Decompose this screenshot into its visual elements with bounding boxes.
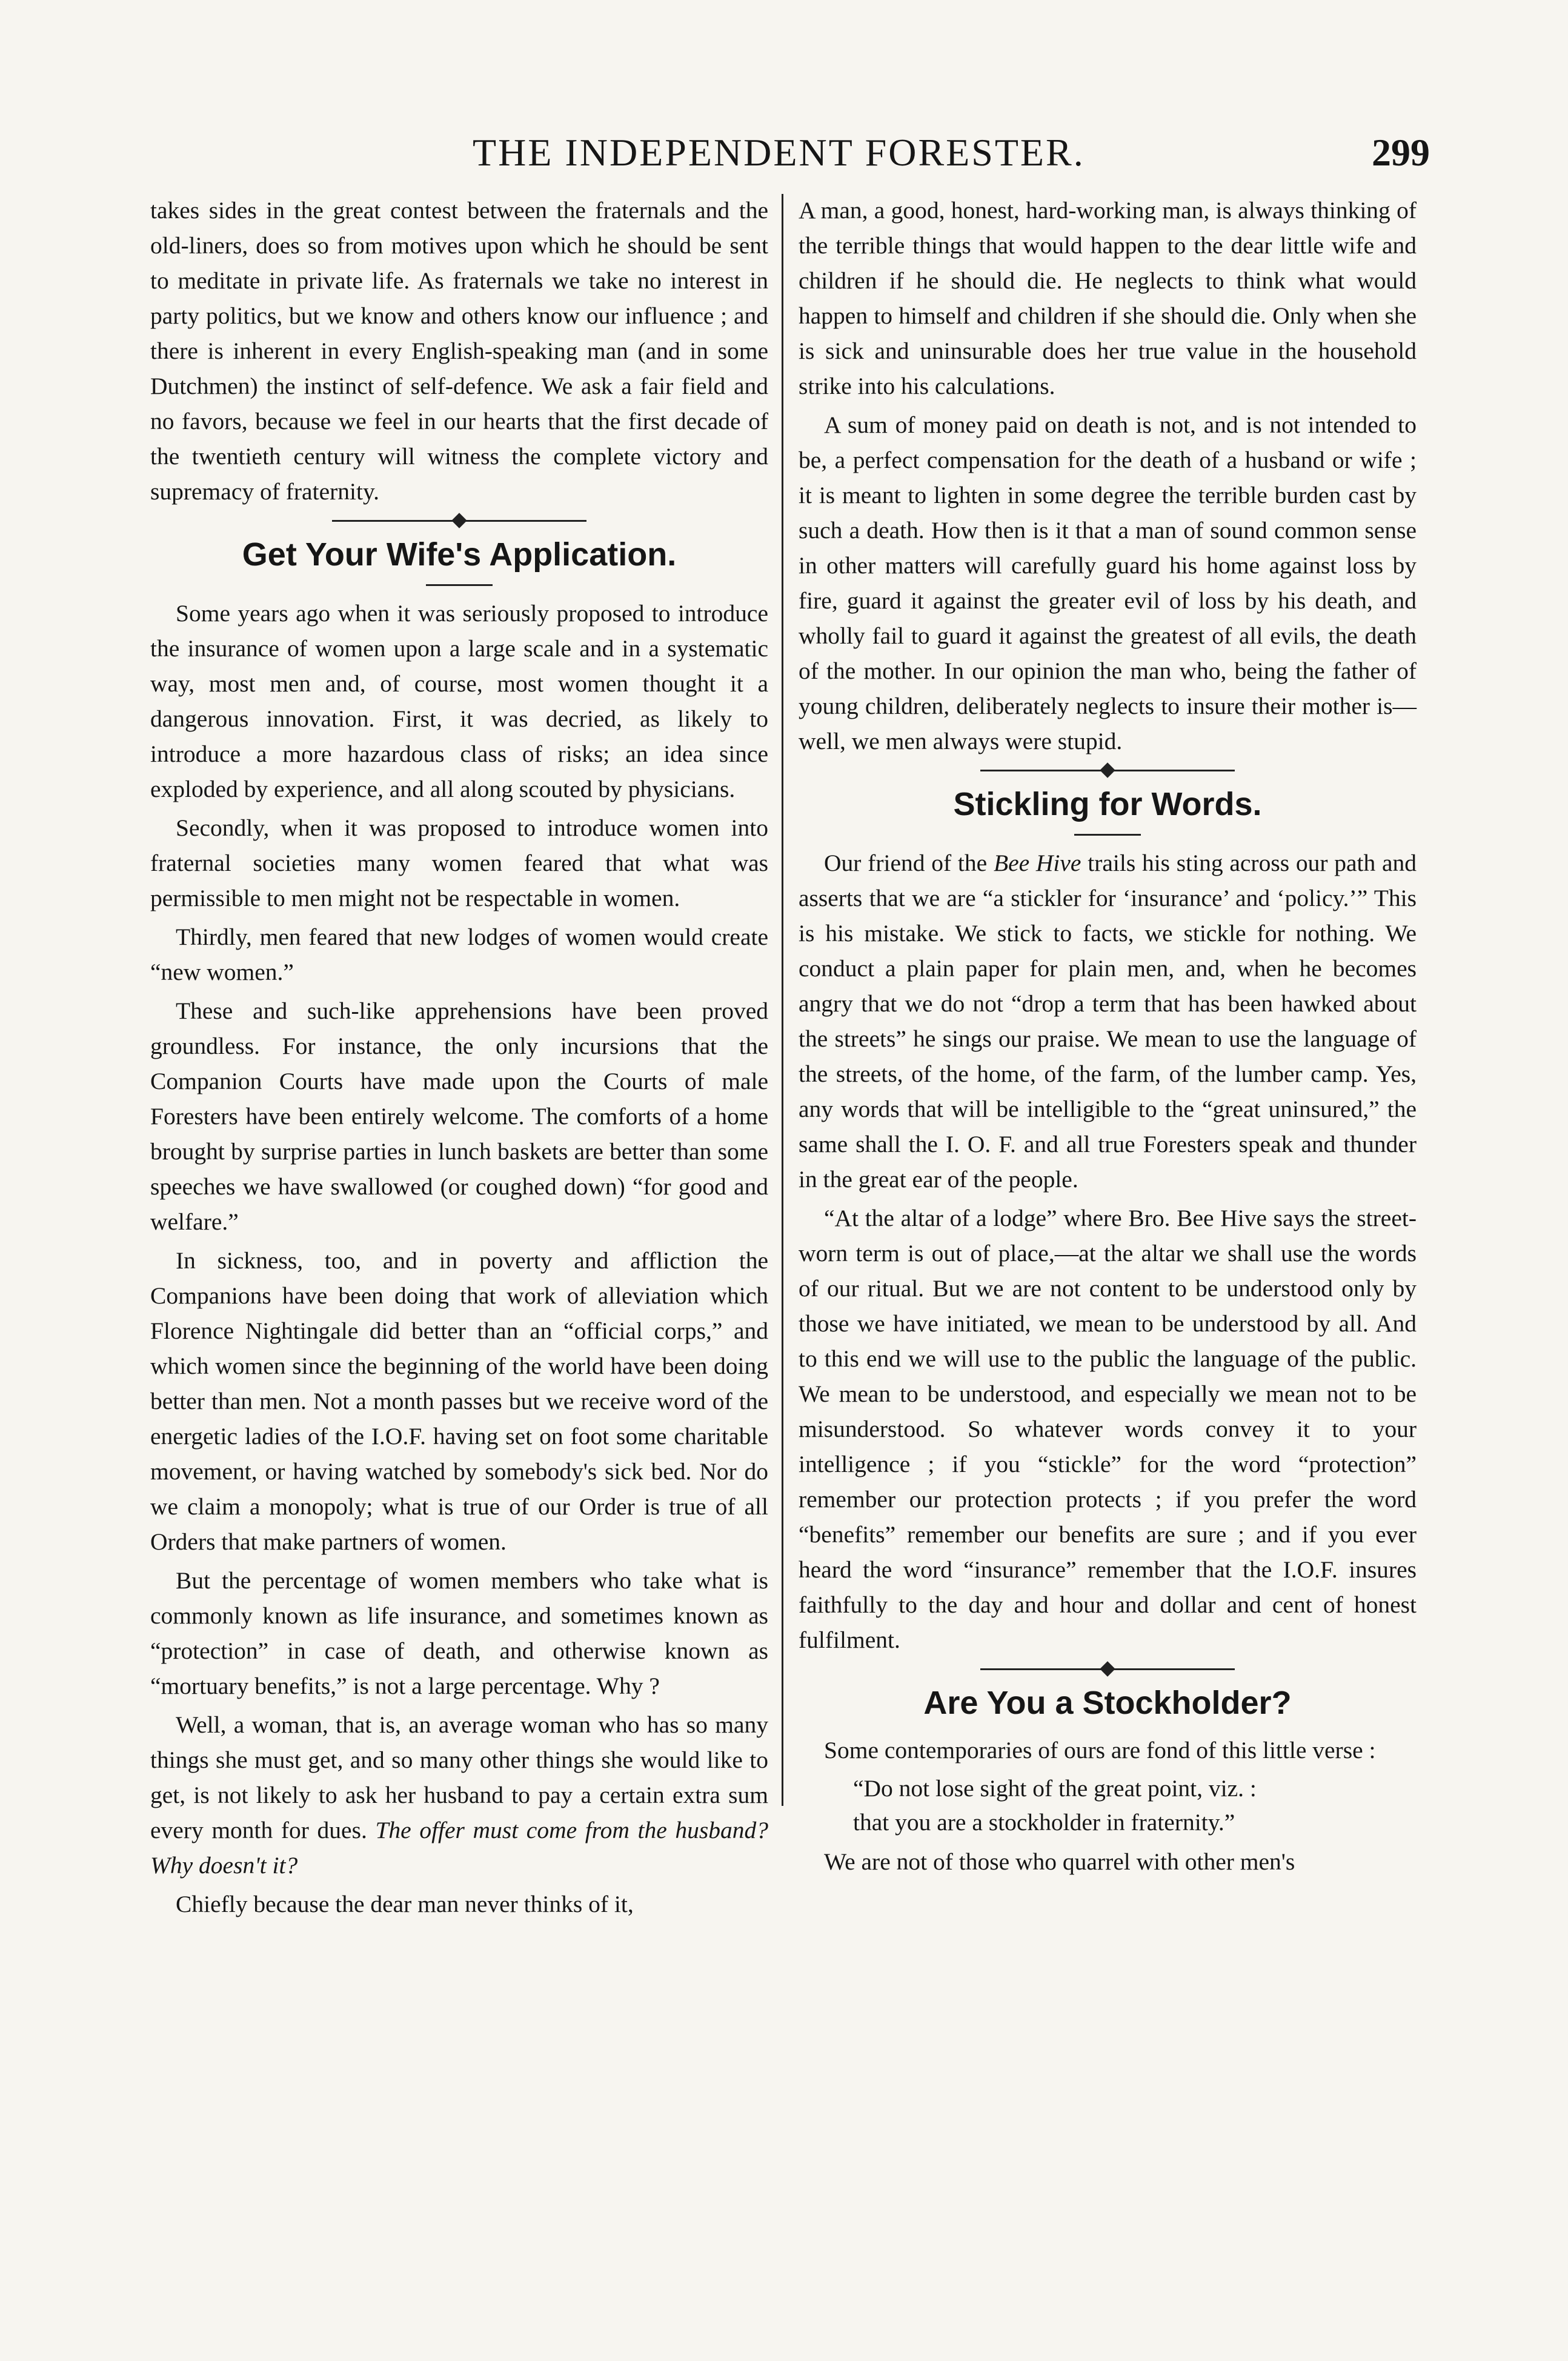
intro-paragraph: takes sides in the great contest between the fraternals and the old-liners, does so from motives upon which he should be sent to meditate in private life. As fraternals we take no interest in party politics, but we know and others know our influence ; and there is inherent in every English-speaking man (and in some Dutchmen) the instinct of self-defence. We ask a fair field and no favors, because we feel in our hearts that the first decade of the twentieth century will witness the complete victory and supremacy of fraternity.: [150, 197, 768, 505]
journal-title: THE INDEPENDENT FORESTER.: [473, 131, 1085, 174]
paragraph: Some contemporaries of ours are fond of this little verse :: [824, 1737, 1376, 1763]
paragraph: We are not of those who quarrel with other men's: [824, 1848, 1295, 1875]
paragraph-text: trails his sting across our path and asserts that we are “a stickler for ‘insurance’ and ‘policy.’” This is his mistake. We stick to facts, we stickle for nothing. We conduct a plain paper for plain men, and, when he becomes angry that we do not “drop a term that has been hawked about the streets” he sings our praise. We mean to use the language of the streets, of the home, of the farm, of the lumber camp. Yes, any words that will be intelligible to the “great uninsured,” the same shall the I. O. F. and all true Foresters speak and thunder in the great ear of the people.: [799, 850, 1417, 1193]
paragraph: Chiefly because the dear man never thinks of it,: [176, 1891, 634, 1917]
continued-paragraph: A man, a good, honest, hard-working man, is always thinking of the terrible things that would happen to the dear little wife and children if he should die. He neglects to think what would happen to himself and children if she should die. Only when she is sick and uninsurable does her true value in the household strike into his calculations.: [799, 197, 1417, 399]
article-title-stickling: Stickling for Words.: [953, 786, 1262, 822]
italic-text: Bee Hive: [993, 850, 1081, 876]
title-underline: [426, 584, 493, 586]
paragraph-italic-ending: [150, 1707, 768, 1883]
paragraph: [799, 845, 1417, 1197]
italic-text: The offer must come from the husband? Why doesn't it?: [150, 1817, 768, 1879]
paragraph: But the percentage of women members who take what is commonly known as life insurance, and sometimes known as “protection” in case of death, and otherwise known as “mortuary benefits,” is not a large percentage. Why ?: [150, 1567, 768, 1699]
article-title-wife-application: Get Your Wife's Application.: [242, 536, 677, 573]
paragraph: These and such-like apprehensions have been proved groundless. For instance, the only incursions that the Companion Courts have made upon the Courts of male Foresters have been entirely welcome. The comforts of a home brought by surprise parties in lunch baskets are better than some speeches we have swallowed (or coughed down) “for good and welfare.”: [150, 997, 768, 1235]
paragraph: Thirdly, men feared that new lodges of women would create “new women.”: [150, 924, 768, 985]
title-underline: [1074, 834, 1141, 836]
right-column: [799, 193, 1417, 1883]
verse-line: that you are a stockholder in fraternity.”: [853, 1809, 1235, 1836]
paragraph: Some years ago when it was seriously proposed to introduce the insurance of women upon a large scale and in a systematic way, most men and, of course, most women thought it a dangerous innovation. First, it was decried, as likely to introduce a more hazardous class of risks; an idea since exploded by experience, and all along scouted by physicians.: [150, 600, 768, 802]
paragraph: “At the altar of a lodge” where Bro. Bee Hive says the street-worn term is out of place,—at the altar we shall use the words of our ritual. But we are not content to be understood only by those we have initiated, we mean to be understood by all. And to this end we will use to the public the language of the public. We mean to be understood, and especially we mean not to be misunderstood. So whatever words convey it to your intelligence ; if you “stickle” for the word “protection” remember our protection protects ; if you prefer the word “benefits” remember our benefits are sure ; and if you ever heard the word “insurance” remember that the I.O.F. insures faithfully to the day and hour and dollar and cent of honest fulfilment.: [799, 1205, 1417, 1653]
left-column: [150, 193, 768, 1925]
section-divider: [799, 1661, 1417, 1677]
section-divider: [150, 513, 768, 528]
running-head: [460, 130, 1430, 185]
verse-quote: [799, 1771, 1417, 1839]
paragraph: In sickness, too, and in poverty and affliction the Companions have been doing that work of alleviation which Florence Nightingale did better than an “official corps,” and which women since the beginning of the world have been doing better than men. Not a month passes but we receive word of the energetic ladies of the I.O.F. having set on foot some charitable movement, or having watched by somebody's sick bed. Nor do we claim a monopoly; what is true of our Order is true of all Orders that make partners of women.: [150, 1247, 768, 1555]
section-divider: [799, 762, 1417, 778]
paragraph-text: Well, a woman, that is, an average woman who has so many things she must get, and so many other things she would like to get, is not likely to ask her husband to pay a certain extra sum every month for dues.: [150, 1711, 768, 1843]
column-divider: [782, 194, 783, 1806]
paragraph: A sum of money paid on death is not, and is not intended to be, a perfect compensation for the death of a husband or wife ; it is meant to lighten in some degree the terrible burden cast by such a death. How then is it that a man of sound common sense in other matters will carefully guard his home against loss by fire, guard it against the greater evil of loss by his death, and wholly fail to guard it against the greatest of all evils, the death of the mother. In our opinion the man who, being the father of young children, deliberately neglects to insure their mother is—well, we men always were stupid.: [799, 411, 1417, 754]
paragraph-text: Our friend of the: [824, 850, 988, 876]
verse-line: “Do not lose sight of the great point, viz. :: [853, 1775, 1257, 1802]
page-number: 299: [1372, 131, 1430, 174]
article-title-stockholder: Are You a Stockholder?: [923, 1685, 1292, 1721]
paragraph: Secondly, when it was proposed to introduce women into fraternal societies many women feared that what was permissible to men might not be respectable in women.: [150, 814, 768, 911]
